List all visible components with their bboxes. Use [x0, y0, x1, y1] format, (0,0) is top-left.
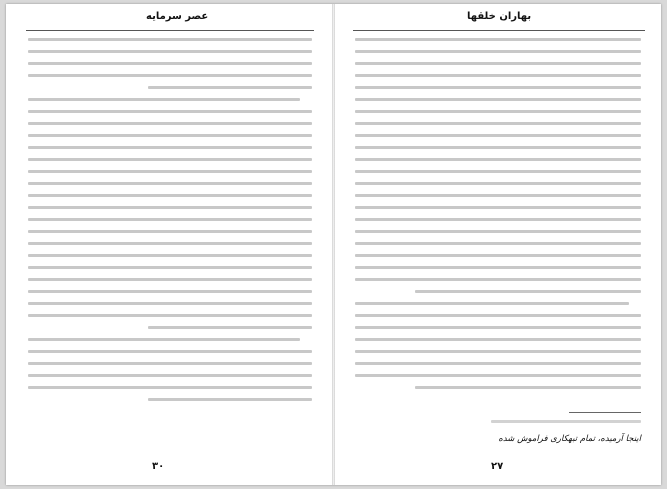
text-line — [28, 254, 312, 257]
text-line — [355, 86, 641, 89]
text-line — [355, 146, 641, 149]
text-line — [355, 110, 641, 113]
text-line — [28, 182, 312, 185]
text-line — [28, 338, 300, 341]
text-line — [28, 62, 312, 65]
text-line — [148, 86, 312, 89]
page-number: ۳۰ — [152, 461, 165, 472]
text-line — [28, 314, 312, 317]
header-rule — [26, 30, 314, 31]
text-line — [28, 134, 312, 137]
text-line — [355, 194, 641, 197]
text-line — [355, 230, 641, 233]
body-text — [355, 38, 641, 389]
text-line — [28, 230, 312, 233]
footnote-rule — [569, 412, 641, 413]
text-line — [355, 350, 641, 353]
text-line — [28, 386, 312, 389]
text-line — [355, 374, 641, 377]
text-line — [355, 338, 641, 341]
text-line — [355, 170, 641, 173]
text-line — [28, 158, 312, 161]
text-line — [28, 242, 312, 245]
text-line — [355, 122, 641, 125]
text-line — [28, 146, 312, 149]
running-head: عصر سرمایه — [146, 11, 209, 22]
text-line — [28, 74, 312, 77]
text-line — [355, 182, 641, 185]
header-rule — [353, 30, 645, 31]
running-head: بهاران خلقها — [467, 11, 532, 22]
text-line — [28, 218, 312, 221]
right-page — [335, 4, 661, 485]
text-line — [355, 50, 641, 53]
text-line — [28, 278, 312, 281]
left-page — [6, 4, 332, 485]
text-line — [355, 134, 641, 137]
text-line — [148, 398, 312, 401]
text-line — [28, 374, 312, 377]
text-line — [355, 62, 641, 65]
text-line — [28, 302, 312, 305]
text-line — [415, 386, 641, 389]
text-line — [355, 158, 641, 161]
text-line — [28, 194, 312, 197]
book-spread — [6, 4, 661, 485]
text-line — [355, 218, 641, 221]
body-text — [28, 38, 312, 401]
text-line — [355, 242, 641, 245]
text-line — [28, 362, 312, 365]
text-line — [355, 278, 641, 281]
text-line — [28, 98, 300, 101]
text-line — [355, 326, 641, 329]
page-number: ۲۷ — [491, 461, 504, 472]
footnote-text — [491, 420, 641, 423]
text-line — [28, 170, 312, 173]
text-line — [355, 362, 641, 365]
text-line — [28, 50, 312, 53]
text-line — [355, 254, 641, 257]
text-line — [355, 302, 629, 305]
text-line — [355, 206, 641, 209]
text-line — [28, 290, 312, 293]
closing-line: اینجا آرمیده، تمام تبهکاری فراموش شده — [498, 434, 641, 444]
text-line — [28, 122, 312, 125]
text-line — [28, 266, 312, 269]
text-line — [355, 74, 641, 77]
text-line — [28, 350, 312, 353]
text-line — [28, 110, 312, 113]
text-line — [28, 38, 312, 41]
text-line — [28, 206, 312, 209]
text-line — [355, 98, 641, 101]
text-line — [355, 314, 641, 317]
text-line — [415, 290, 641, 293]
text-line — [148, 326, 312, 329]
text-line — [355, 266, 641, 269]
text-line — [355, 38, 641, 41]
